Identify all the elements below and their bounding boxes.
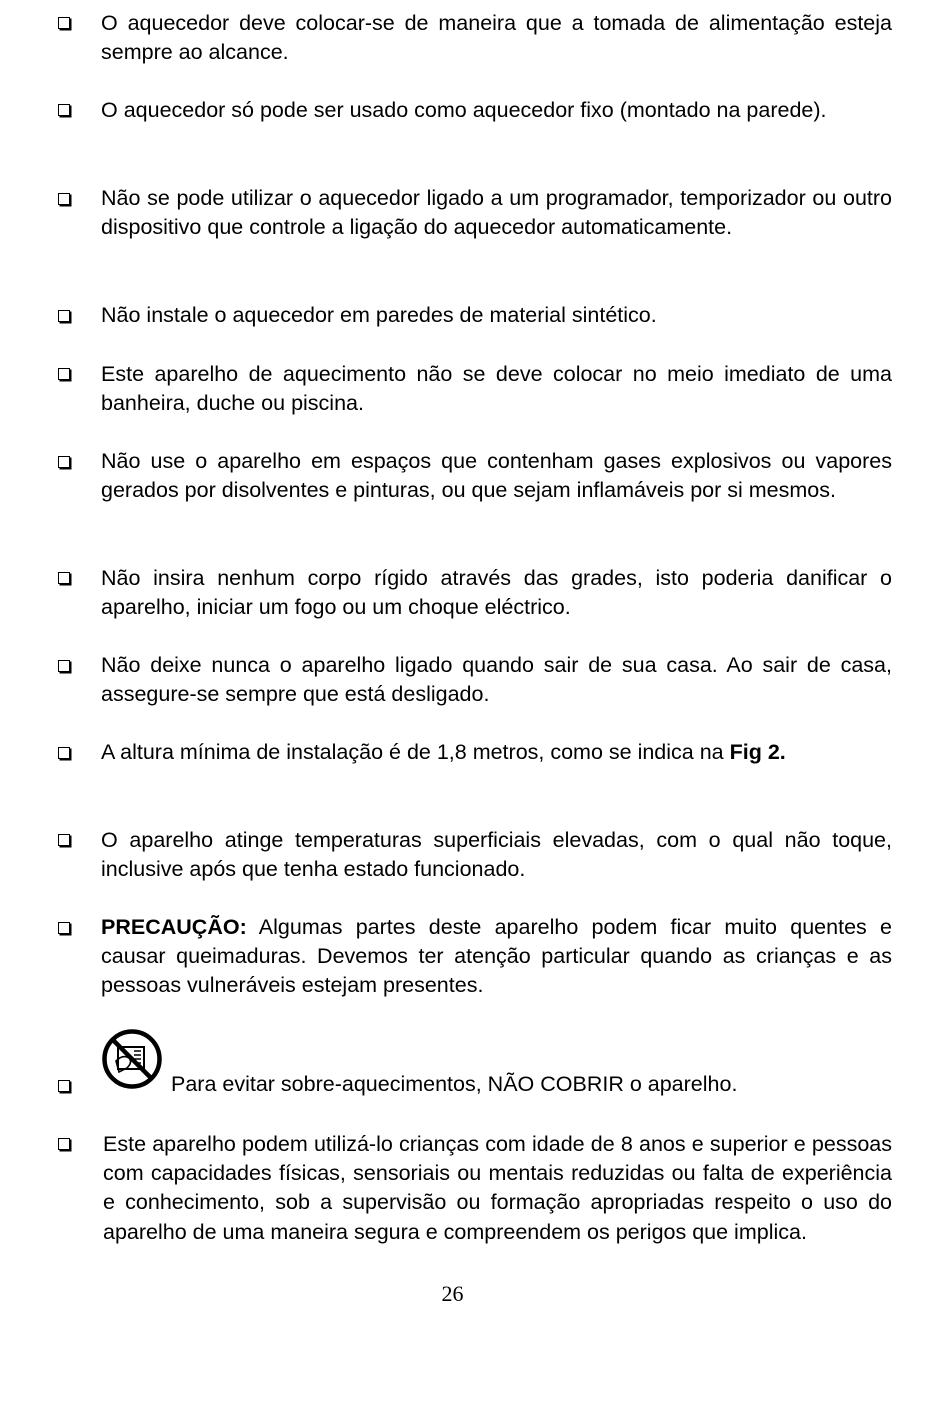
do-not-cover-icon xyxy=(101,1028,163,1090)
checkbox-bullet-icon xyxy=(58,104,70,116)
list-item-text: Não use o aparelho em espaços que contenham gases explosivos ou vapores gerados por disolventes e pinturas, ou que sejam inflamáveis por si mesmos. xyxy=(101,449,892,503)
list-item-text: Não insira nenhum corpo rígido através das grades, isto poderia danificar o aparelho, iniciar um fogo ou um choque eléctrico. xyxy=(101,566,892,620)
checkbox-bullet-icon xyxy=(58,310,70,322)
list-item-text: O aquecedor deve colocar-se de maneira que a tomada de alimentação esteja sempre ao alcance. xyxy=(101,11,892,65)
checkbox-bullet-icon xyxy=(58,1080,70,1092)
list-item-text: A altura mínima de instalação é de 1,8 metros, como se indica na Fig 2. xyxy=(101,740,786,764)
list-item-text: Este aparelho de aquecimento não se deve colocar no meio imediato de uma banheira, duche ou piscina. xyxy=(101,362,892,416)
list-item-text: PRECAUÇÃO: Algumas partes deste aparelho podem ficar muito quentes e causar queimaduras. Devemos ter atenção particular quando as crianças e as pessoas vulneráveis estejam presentes. xyxy=(101,915,892,998)
page-number: 26 xyxy=(441,1281,464,1306)
list-item-text: O aquecedor só pode ser usado como aquecedor fixo (montado na parede). xyxy=(101,98,827,122)
checkbox-bullet-icon xyxy=(58,834,70,846)
checkbox-bullet-icon xyxy=(58,17,70,29)
list-item-text: Não se pode utilizar o aquecedor ligado a um programador, temporizador ou outro dispositivo que controle a ligação do aquecedor automaticamente. xyxy=(101,186,892,240)
checkbox-bullet-icon xyxy=(58,1138,70,1150)
list-item-text: Não deixe nunca o aparelho ligado quando sair de sua casa. Ao sair de casa, assegure-se sempre que está desligado. xyxy=(101,653,892,707)
list-item-text: Este aparelho podem utilizá-lo crianças com idade de 8 anos e superior e pessoas com capacidades físicas, sensoriais ou mentais reduzidas ou falta de experiência e conhecimento, sob a supervisão ou formação apropriadas respeito o uso do aparelho de uma maneira segura e compreendem os perigos que implica. xyxy=(103,1132,892,1244)
checkbox-bullet-icon xyxy=(58,922,70,934)
no-cover-row xyxy=(101,1028,891,1108)
checkbox-bullet-icon xyxy=(58,660,70,672)
caution-label: PRECAUÇÃO: xyxy=(101,915,247,939)
checkbox-bullet-icon xyxy=(58,572,70,584)
figure-reference: Fig 2. xyxy=(729,740,786,764)
checkbox-bullet-icon xyxy=(58,747,70,759)
list-item-text: O aparelho atinge temperaturas superficiais elevadas, com o qual não toque, inclusive após que tenha estado funcionado. xyxy=(101,828,892,882)
checkbox-bullet-icon xyxy=(58,193,70,205)
list-item-text: Não instale o aquecedor em paredes de material sintético. xyxy=(101,303,657,327)
checkbox-bullet-icon xyxy=(58,368,70,380)
list-item-text: Para evitar sobre-aquecimentos, NÃO COBRIR o aparelho. xyxy=(171,1072,738,1096)
checkbox-bullet-icon xyxy=(58,456,70,468)
